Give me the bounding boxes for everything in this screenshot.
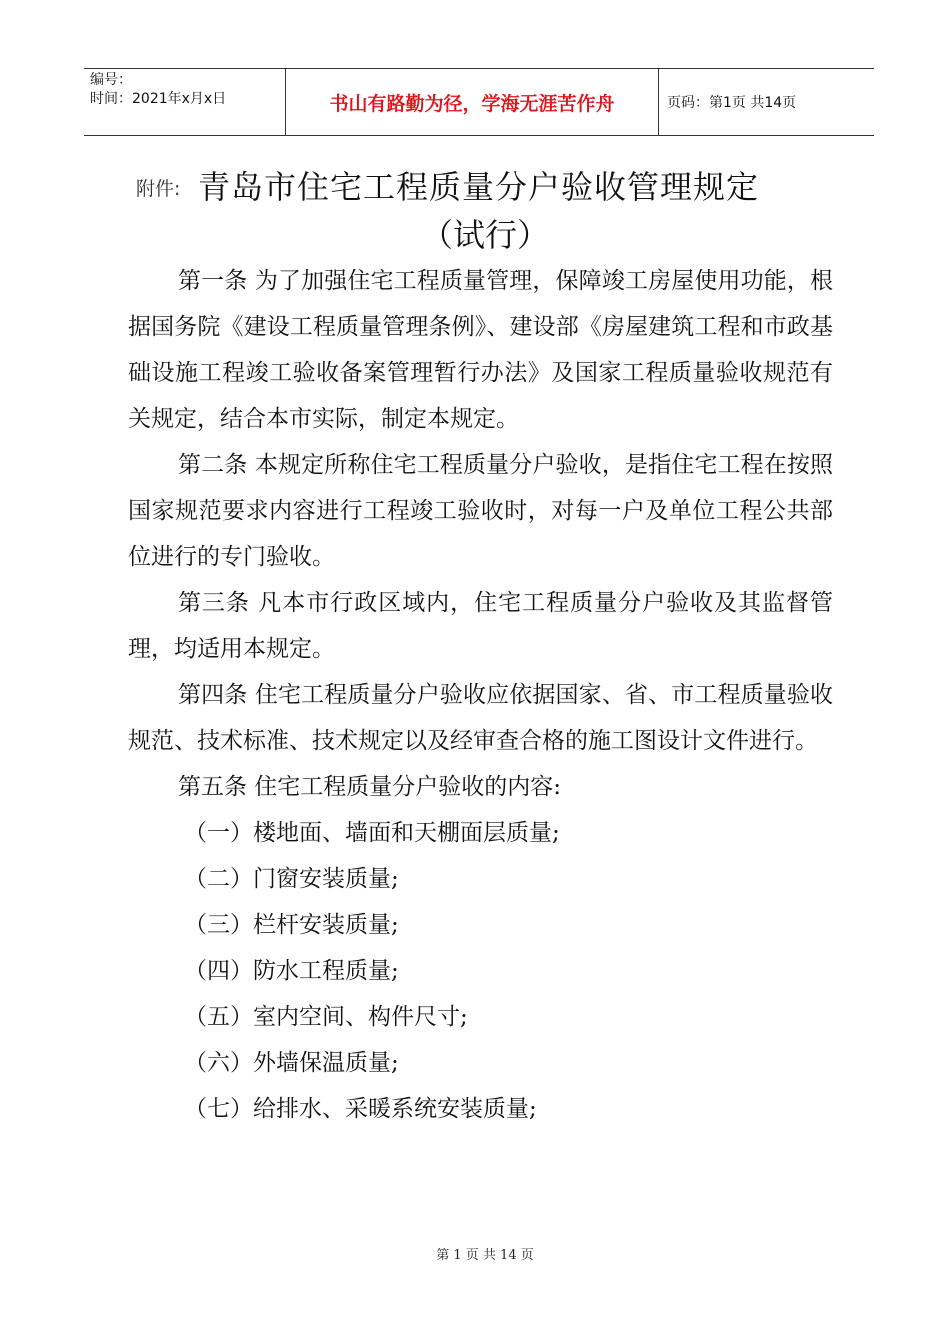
attachment-prefix: 附件: xyxy=(136,178,181,200)
article-1: 第一条 为了加强住宅工程质量管理，保障竣工房屋使用功能，根据国务院《建设工程质量管理条例》、建设部《房屋建筑工程和市政基础设施工程竣工验收备案管理暂行办法》及国家工程质量验收规范有关规定，结合本市实际，制定本规定。 xyxy=(128,268,833,432)
list-item: （七）给排水、采暖系统安装质量; xyxy=(184,1096,537,1122)
list-item: （二）门窗安装质量; xyxy=(184,866,399,892)
article-2: 第二条 本规定所称住宅工程质量分户验收，是指住宅工程在按照国家规范要求内容进行工程竣工验收时，对每一户及单位工程公共部位进行的专门验收。 xyxy=(128,452,833,570)
header-page-info: 页码：第1页 共14页 xyxy=(667,95,797,111)
header-table xyxy=(84,68,874,136)
list-item: （五）室内空间、构件尺寸; xyxy=(184,1004,468,1030)
article-5: 第五条 住宅工程质量分户验收的内容: xyxy=(178,774,562,800)
list-item: （四）防水工程质量; xyxy=(184,958,399,984)
article-4: 第四条 住宅工程质量分户验收应依据国家、省、市工程质量验收规范、技术标准、技术规定以及经审查合格的施工图设计文件进行。 xyxy=(128,682,833,754)
title-row xyxy=(0,160,950,210)
list-item: （六）外墙保温质量; xyxy=(184,1050,399,1076)
document-body xyxy=(128,258,833,1132)
header-meta-cell xyxy=(84,69,286,135)
list-item: （三）栏杆安装质量; xyxy=(184,912,399,938)
article-3: 第三条 凡本市行政区域内，住宅工程质量分户验收及其监督管理，均适用本规定。 xyxy=(128,590,833,662)
document-subtitle: （试行） xyxy=(420,216,549,254)
number-label: 编号： xyxy=(90,72,132,88)
motto: 书山有路勤为径，学海无涯苦作舟 xyxy=(286,69,659,135)
list-item: （一）楼地面、墙面和天棚面层质量; xyxy=(184,820,560,846)
page-footer: 第 1 页 共 14 页 xyxy=(436,1248,534,1263)
document-title: 青岛市住宅工程质量分户验收管理规定 xyxy=(198,168,760,206)
time-label: 时间：2021年x月x日 xyxy=(90,91,227,107)
